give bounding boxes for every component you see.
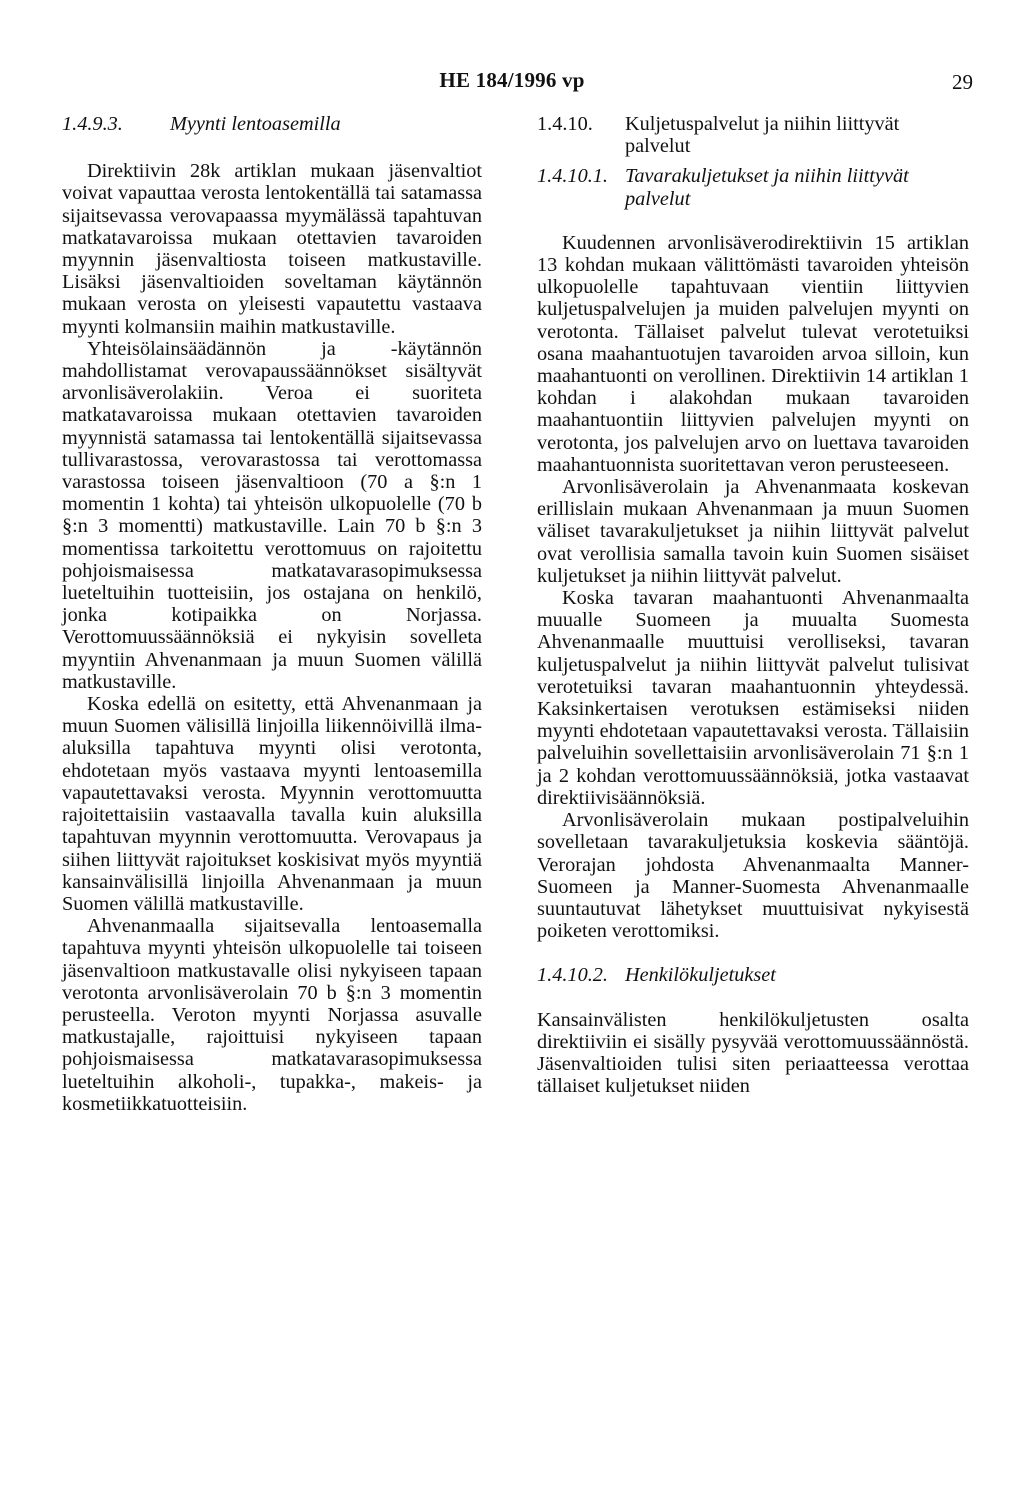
section-number: 1.4.10. [537, 113, 593, 135]
paragraph: Kansainvälisten henkilökuljetusten osalta direktiiviin ei sisälly pysyvää verottomuussäännöstä. Jäsenvaltioiden tulisi siten periaatteessa verottaa tällaiset kuljetukset niiden [537, 1008, 969, 1098]
section-heading-1-4-10 [537, 113, 969, 157]
section-heading-1-4-9-3 [62, 113, 482, 135]
paragraph: Koska tavaran maahantuonti Ahvenanmaalta muualle Suomeen ja muualta Suomesta Ahvenanmaalle muuttuisi verolliseksi, tavaran kuljetuspalvelut ja niihin liittyvät palvelut tulisivat verotetuiksi tavaran maahantuonnin yhteydessä. Kaksinkertaisen verotuksen estämiseksi niiden myynti ehdotetaan vapautettavaksi verosta. Tällaisiin palveluihin sovellettaisiin arvonlisäverolain 71 §:n 1 ja 2 kohdan verottomuussäännöksiä, jotka vastaavat direktiivisäännöksiä. [537, 587, 969, 809]
paragraph: Arvonlisäverolain ja Ahvenanmaata koskevan erillislain mukaan Ahvenanmaan ja muun Suomen väliset tavarakuljetukset ja niihin liittyvät palvelut ovat verollisia samalla tavoin kuin Suomen sisäiset kuljetukset ja niihin liittyvät palvelut. [537, 476, 969, 587]
subsection-number: 1.4.10.2. [537, 964, 608, 987]
section-title: Kuljetuspalvelut ja niihin liittyvät palvelut [625, 113, 900, 158]
subsection-number: 1.4.10.1. [537, 165, 608, 188]
paragraph: Kuudennen arvonlisäverodirektiivin 15 artiklan 13 kohdan mukaan välittömästi tavaroiden yhteisön ulkopuolelle tapahtuvaan vientiin liittyvien kuljetuspalvelujen ja muiden palvelujen myynti on verotonta. Tällaiset palvelut tulevat verotetuiksi osana maahantuotujen tavaroiden arvoa silloin, kun maahantuonti on verollinen. Direktiivin 14 artiklan 1 kohdan i alakohdan mukaan tavaroiden maahantuontiin liittyvien palvelujen myynti on verotonta, jos palvelujen arvo on luettava tavaroiden maahantuonnista suoritettavan veron perusteeseen. [537, 231, 969, 476]
page-header [0, 68, 1024, 98]
paragraph: Koska edellä on esitetty, että Ahvenanmaan ja muun Suomen välisillä linjoilla liikennöivillä ilma-aluksilla tapahtuva myynti olisi verotonta, ehdotetaan myös vastaava myynti lentoasemilla vapautettavaksi verosta. Myynnin verottomuutta rajoitettaisiin vastaavalla tavalla kuin aluksilla tapahtuvan myynnin verottomuutta. Verovapaus ja siihen liittyvät rajoitukset koskisivat myös myyntiä kansainvälisillä linjoilla Ahvenanmaan ja muun Suomen välillä matkustaville. [62, 693, 482, 915]
page-number: 29 [952, 70, 973, 94]
paragraph: Direktiivin 28k artiklan mukaan jäsenvaltiot voivat vapauttaa verosta lentokentällä tai satamassa sijaitsevassa verovapaassa myymälässä tapahtuvan matkatavaroissa mukaan otettavien tavaroiden myynnin jäsenvaltiosta toiseen matkustaville. Lisäksi jäsenvaltioiden soveltaman käytännön mukaan verosta on yleisesti vapautettu vastaava myynti kolmansiin maihin matkustaville. [62, 160, 482, 338]
paragraph: Yhteisölainsäädännön ja -käytännön mahdollistamat verovapaussäännökset sisältyvät arvonlisäverolakiin. Veroa ei suoriteta matkatavaroissa mukaan otettavien tavaroiden myynnistä satamassa tai lentokentällä sijaitsevassa tullivarastossa, verovarastossa tai verottomassa varastossa toiseen jäsenvaltioon (70 a §:n 1 momentin 1 kohta) tai yhteisön ulkopuolelle (70 b §:n 3 momentti) matkustaville. Lain 70 b §:n 3 momentissa tarkoitettu verottomuus on rajoitettu pohjoismaisessa matkatavarasopimuksessa lueteltuihin tuotteisiin, jos ostajana on henkilö, jonka kotipaikka on Norjassa. Verottomuussäännöksiä ei nykyisin sovelleta myyntiin Ahvenanmaan ja muun Suomen välillä matkustaville. [62, 337, 482, 693]
section-title: Myynti lentoasemilla [170, 113, 341, 135]
document-id: HE 184/1996 vp [439, 68, 585, 92]
paragraph: Arvonlisäverolain mukaan postipalveluihin sovelletaan tavarakuljetuksia koskevia sääntöjä. Verorajan johdosta Ahvenanmaalta Manner-Suomeen ja Manner-Suomesta Ahvenanmaalle suuntautuvat lähetykset muuttuisivat nykyisestä poiketen verottomiksi. [537, 809, 969, 943]
right-column [537, 113, 969, 1097]
subsection-heading-1-4-10-1 [537, 165, 969, 209]
paragraph: Ahvenanmaalla sijaitsevalla lentoasemalla tapahtuva myynti yhteisön ulkopuolelle tai toiseen jäsenvaltioon matkustavalle olisi nykyiseen tapaan verotonta arvonlisäverolain 70 b §:n 3 momentin perusteella. Veroton myynti Norjassa asuvalle matkustajalle, rajoittuisi nykyiseen tapaan pohjoismaisessa matkatavarasopimuksessa lueteltuihin alkoholi-, tupakka-, makeis- ja kosmetiikkatuotteisiin. [62, 915, 482, 1115]
subsection-heading-1-4-10-2 [537, 964, 969, 986]
subsection-title: Henkilökuljetukset [625, 964, 776, 987]
left-column [62, 113, 482, 1115]
section-number: 1.4.9.3. [62, 113, 123, 135]
subsection-title: Tavarakuljetukset ja niihin liittyvät palvelut [625, 165, 909, 210]
